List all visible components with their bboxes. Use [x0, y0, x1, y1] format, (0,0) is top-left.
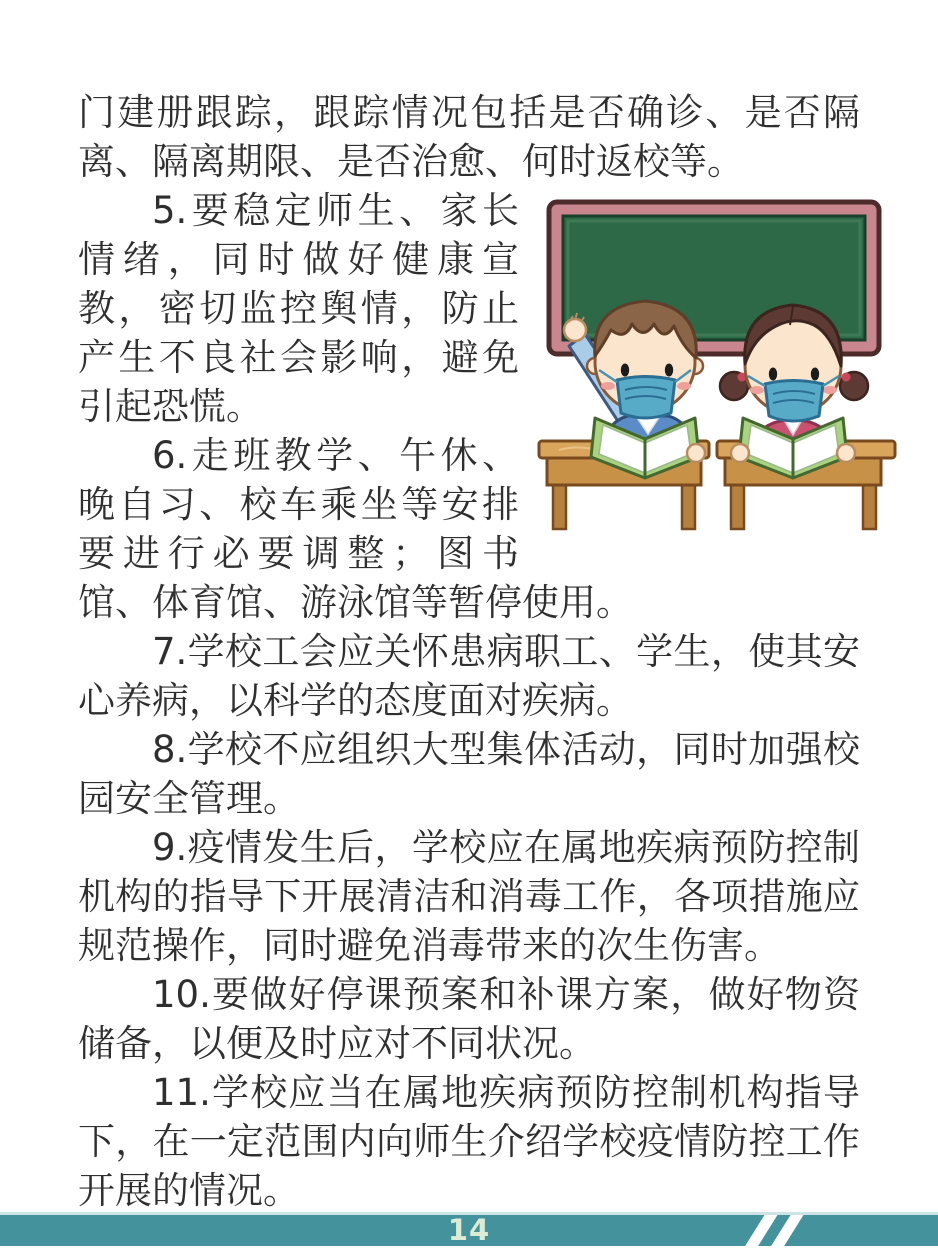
footer-stripe-decoration [740, 1215, 778, 1246]
body-paragraph: 7.学校工会应关怀患病职工、学生，使其安心养病，以科学的态度面对疾病。 [78, 630, 860, 722]
boy-hand-raised [564, 319, 586, 341]
body-paragraph: 11.学校应当在属地疾病预防控制机构指导下，在一定范围内向师生介绍学校疫情防控工作开展的情况。 [78, 1071, 860, 1212]
classroom-illustration-svg [533, 194, 918, 574]
body-paragraph: 9.疫情发生后，学校应在属地疾病预防控制机构的指导下开展清洁和消毒工作，各项措施应规范操作，同时避免消毒带来的次生伤害。 [78, 826, 860, 967]
body-paragraph: 6.走班教学、午休、晚自习、校车乘坐等安排要进行必要调整；图书馆、体育馆、游泳馆等暂停使用。 [78, 434, 633, 624]
classroom-illustration [533, 194, 918, 574]
body-paragraph: 5.要稳定师生、家长情绪，同时做好健康宣教，密切监控舆情，防止产生不良社会影响，避免引起恐慌。 [78, 189, 519, 428]
body-paragraph: 10.要做好停课预案和补课方案，做好物资储备，以便及时应对不同状况。 [78, 973, 860, 1065]
footer-bar [0, 1212, 938, 1246]
girl-hand-on-book-right [837, 444, 855, 462]
girl-hand-on-book-left [731, 444, 749, 462]
page-number: 14 [447, 1213, 491, 1246]
boy-hand-on-book [687, 444, 705, 462]
body-paragraph: 门建册跟踪，跟踪情况包括是否确诊、是否隔离、隔离期限、是否治愈、何时返校等。 [78, 91, 860, 183]
body-paragraph: 8.学校不应组织大型集体活动，同时加强校园安全管理。 [78, 728, 860, 820]
